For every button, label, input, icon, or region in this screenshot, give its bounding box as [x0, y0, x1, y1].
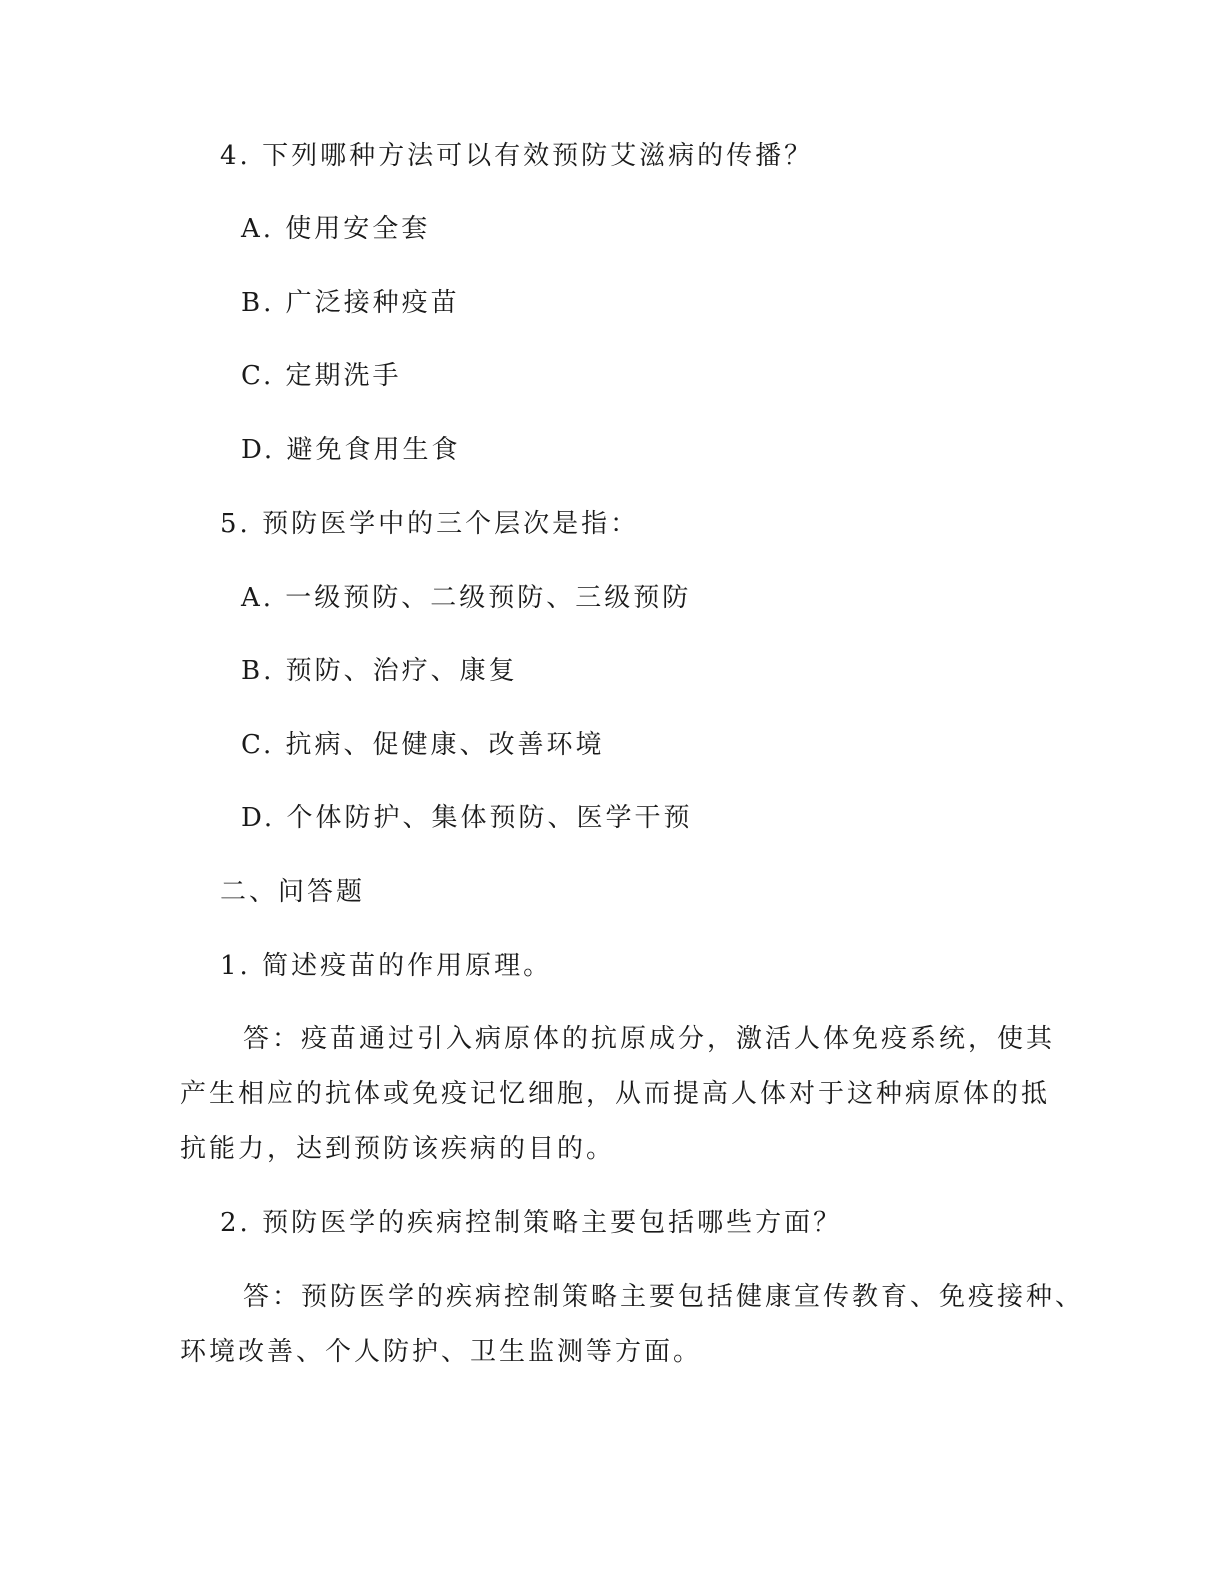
- question-5-stem: 5. 预防医学中的三个层次是指：: [220, 509, 640, 539]
- question-4-option-c: C. 定期洗手: [241, 361, 402, 391]
- essay-answer-2-line-2: 环境改善、个人防护、卫生监测等方面。: [180, 1337, 703, 1367]
- essay-answer-1-line-2: 产生相应的抗体或免疫记忆细胞，从而提高人体对于这种病原体的抵: [180, 1079, 1051, 1109]
- question-4-stem: 4. 下列哪种方法可以有效预防艾滋病的传播？: [220, 141, 814, 171]
- essay-question-1-stem: 1. 简述疫苗的作用原理。: [220, 951, 553, 981]
- essay-answer-2-line-1: 答：预防医学的疾病控制策略主要包括健康宣传教育、免疫接种、: [243, 1282, 1085, 1312]
- essay-answer-1-line-3: 抗能力，达到预防该疾病的目的。: [180, 1134, 616, 1164]
- question-4-option-d: D. 避免食用生食: [241, 435, 461, 465]
- section-title: 二、问答题: [220, 877, 366, 907]
- question-5-option-b: B. 预防、治疗、康复: [241, 656, 518, 686]
- question-5-option-c: C. 抗病、促健康、改善环境: [241, 730, 605, 760]
- question-5-option-a: A. 一级预防、二级预防、三级预防: [241, 583, 692, 613]
- essay-question-2-stem: 2. 预防医学的疾病控制策略主要包括哪些方面？: [220, 1208, 843, 1238]
- question-4-option-a: A. 使用安全套: [241, 214, 431, 244]
- question-4-option-b: B. 广泛接种疫苗: [241, 288, 460, 318]
- essay-answer-1-line-1: 答：疫苗通过引入病原体的抗原成分，激活人体免疫系统，使其: [243, 1024, 1056, 1054]
- question-5-option-d: D. 个体防护、集体预防、医学干预: [241, 803, 693, 833]
